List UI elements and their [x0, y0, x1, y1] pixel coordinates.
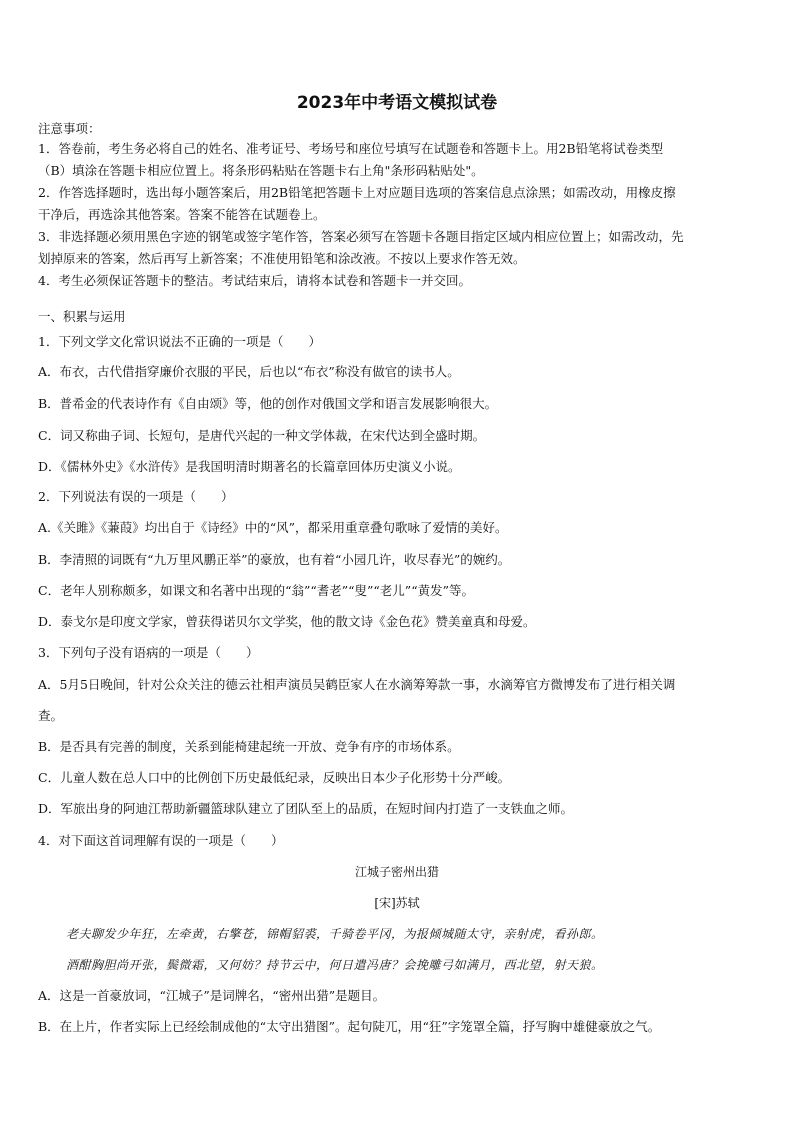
section-heading: 一、积累与运用	[38, 309, 126, 324]
q3-option-b: B．是否具有完善的制度，关系到能椅建起统一开放、竞争有序的市场体系。	[38, 739, 460, 754]
notice-heading: 注意事项：	[38, 121, 101, 136]
q1-option-a: A．布衣，古代借指穿廉价衣服的平民，后也以“布衣”称没有做官的读书人。	[38, 364, 460, 379]
q1-stem: 1．下列文学文化常识说法不正确的一项是（ ）	[38, 334, 321, 349]
notice-line: 4．考生必须保证答题卡的整洁。考试结束后，请将本试卷和答题卡一并交回。	[38, 273, 471, 288]
q2-option-d: D．泰戈尔是印度文学家，曾获得诺贝尔文学奖，他的散文诗《金色花》赞美童真和母爱。	[38, 614, 536, 629]
q1-option-d: D．《儒林外史》《水浒传》是我国明清时期著名的长篇章回体历史演义小说。	[38, 459, 461, 474]
q3-option-a-cont: 查。	[38, 708, 64, 723]
q3-option-d: D．军旅出身的阿迪江帮助新疆篮球队建立了团队至上的品质，在短时间内打造了一支铁血之师。	[38, 801, 574, 816]
poem-line: 酒酣胸胆尚开张，鬓微霜，又何妨？持节云中，何日遣冯唐？会挽雕弓如满月，西北望，射天狼。	[66, 958, 604, 972]
q3-option-c: C．儿童人数在总人口中的比例创下历史最低纪录，反映出日本少子化形势十分严峻。	[38, 770, 511, 785]
q2-option-c: C．老年人别称颇多，如课文和名著中出现的“翁”“耆老”“叟”“老儿”“黄发”等。	[38, 583, 474, 598]
poem-line: 老夫聊发少年狂，左牵黄，右擎苍，锦帽貂裘，千骑卷平冈，为报倾城随太守，亲射虎，看孙郎。	[66, 927, 604, 941]
notice-line: 1．答卷前，考生务必将自己的姓名、准考证号、考场号和座位号填写在试题卷和答题卡上。用2B铅笔将试卷类型	[38, 141, 664, 156]
notice-line: 3．非选择题必须用黑色字迹的钢笔或签字笔作答，答案必须写在答题卡各题目指定区域内相应位置上；如需改动，先	[38, 229, 684, 244]
q3-option-a: A．5月5日晚间，针对公众关注的德云社相声演员吴鹤臣家人在水滴筹筹款一事，水滴筹官方微博发布了进行相关调	[38, 677, 676, 692]
notice-line: 2．作答选择题时，选出每小题答案后，用2B铅笔把答题卡上对应题目选项的答案信息点涂黑；如需改动，用橡皮擦	[38, 185, 676, 200]
q2-option-b: B．李清照的词既有“九万里风鹏正举”的豪放，也有着“小园几许，收尽春光”的婉约。	[38, 552, 511, 567]
poem-title: 江城子密州出猎	[354, 865, 439, 879]
q4-stem: 4．对下面这首词理解有误的一项是（ ）	[38, 833, 284, 848]
poem-author: [宋]苏轼	[374, 896, 420, 910]
page-title: 2023年中考语文模拟试卷	[296, 93, 498, 113]
notice-line: 划掉原来的答案，然后再写上新答案；不准使用铅笔和涂改液。不按以上要求作答无效。	[38, 251, 526, 266]
q1-option-b: B．普希金的代表诗作有《自由颂》等，他的创作对俄国文学和语言发展影响很大。	[38, 396, 498, 411]
q4-option-a: A．这是一首豪放词，“江城子”是词牌名，“密州出猎”是题目。	[38, 988, 386, 1003]
q4-option-b: B．在上片，作者实际上已经绘制成他的“太守出猎图”。起句陡兀，用“狂”字笼罩全篇，抒写胸中雄健豪放之气。	[38, 1019, 661, 1034]
notice-line: 干净后，再选涂其他答案。答案不能答在试题卷上。	[38, 207, 326, 222]
q3-stem: 3．下列句子没有语病的一项是（ ）	[38, 645, 259, 660]
q1-option-c: C．词又称曲子词、长短句，是唐代兴起的一种文学体裁，在宋代达到全盛时期。	[38, 428, 486, 443]
q2-option-a: A.《关雎》《蒹葭》均出自于《诗经》中的“风”，都采用重章叠句歌咏了爱情的美好。	[38, 520, 508, 535]
q2-stem: 2．下列说法有误的一项是（ ）	[38, 489, 234, 504]
notice-line: （B）填涂在答题卡相应位置上。将条形码粘贴在答题卡右上角"条形码粘贴处"。	[38, 163, 484, 178]
